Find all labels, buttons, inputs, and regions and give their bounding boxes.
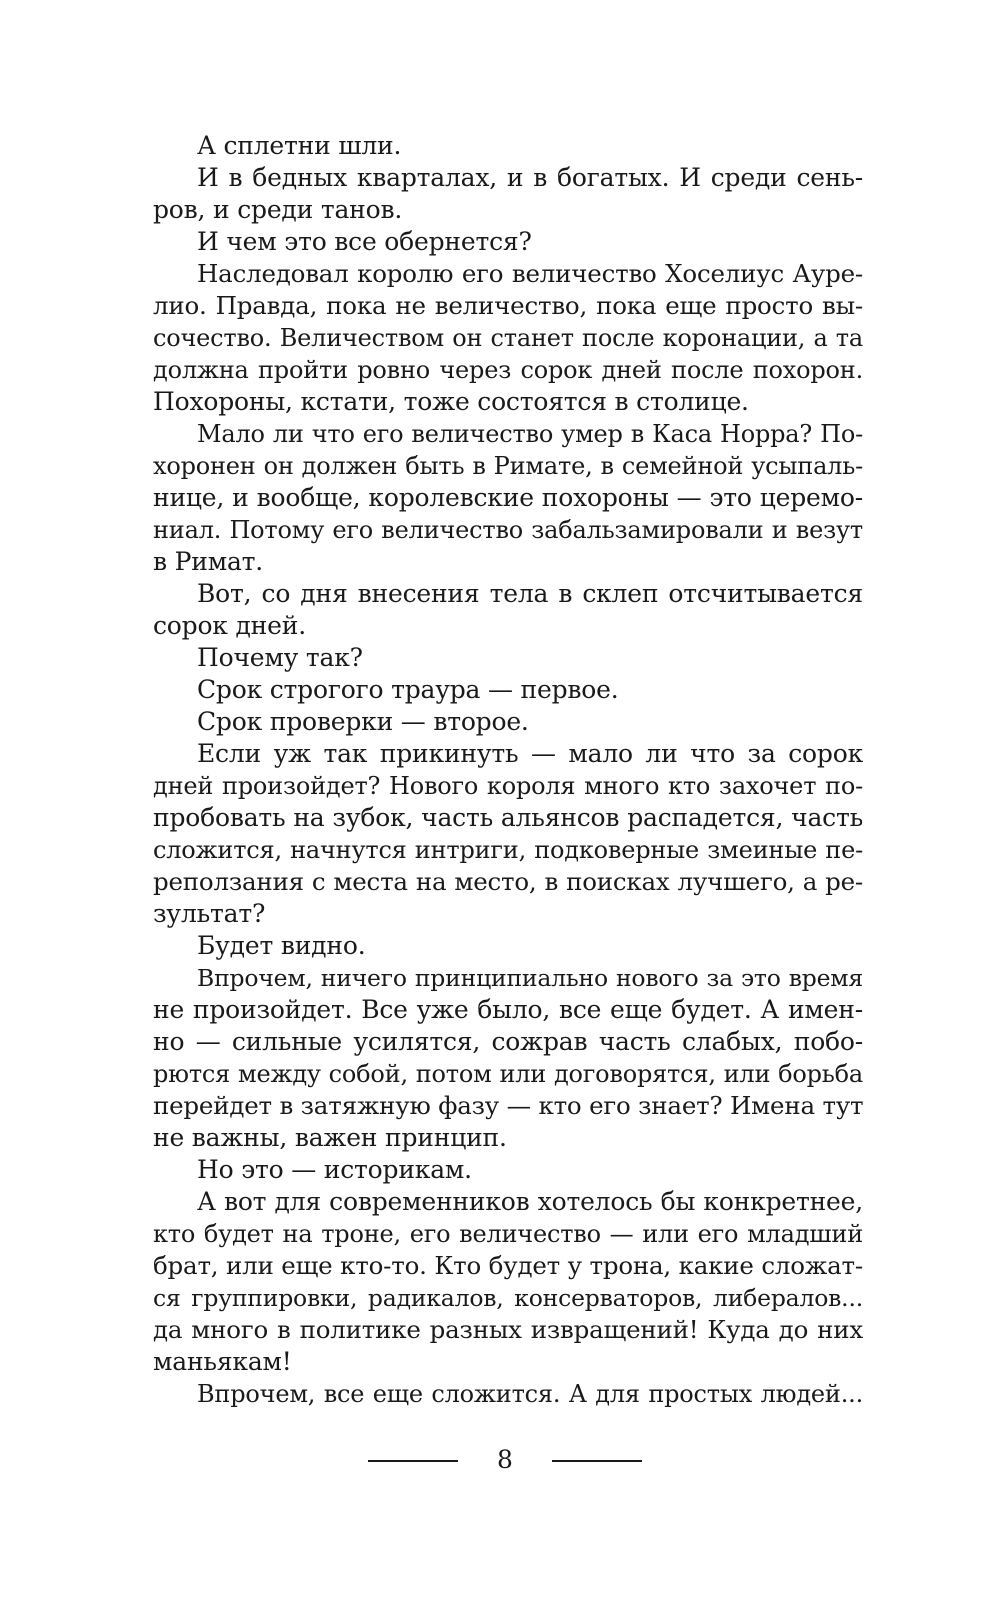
text-line: дней произойдет? Нового короля много кто захочет по- bbox=[153, 772, 863, 800]
text-line: Вот, со дня внесения тела в склеп отсчитывается bbox=[197, 579, 863, 608]
text-line: должна пройти ровно через сорок дней после похорон. bbox=[153, 356, 863, 384]
text-line: пробовать на зубок, часть альянсов распадется, часть bbox=[153, 803, 863, 832]
text-line: сочество. Величеством он станет после коронации, а та bbox=[153, 324, 863, 352]
text-line: ниал. Потому его величество забальзамировали и везут bbox=[153, 516, 863, 544]
text-line: Впрочем, все еще сложится. А для простых людей... bbox=[197, 1380, 863, 1408]
text-line: Срок строгого траура — первое. bbox=[197, 675, 619, 704]
page-footer bbox=[0, 1440, 1000, 1480]
text-line: брат, или еще кто-то. Кто будет у трона, какие сложат- bbox=[153, 1251, 863, 1280]
text-line: но — сильные усилятся, сожрав часть слабых, побо- bbox=[153, 1027, 863, 1056]
text-line: Мало ли что его величество умер в Каса Норра? По- bbox=[197, 420, 863, 448]
text-line: перейдет в затяжную фазу — кто его знает? Имена тут bbox=[153, 1091, 864, 1120]
text-line: сорок дней. bbox=[153, 611, 306, 640]
text-line: ров, и среди танов. bbox=[153, 195, 403, 224]
text-line: сложится, начнутся интриги, подковерные змеиные пе- bbox=[153, 836, 863, 864]
text-line: Будет видно. bbox=[197, 931, 366, 960]
text-line: Если уж так прикинуть — мало ли что за сорок bbox=[197, 739, 863, 768]
text-line: хоронен он должен быть в Римате, в семейной усыпаль- bbox=[153, 452, 863, 480]
text-line: не произойдет. Все уже было, все еще будет. А имен- bbox=[153, 995, 863, 1024]
text-line: нице, и вообще, королевские похороны — это церемо- bbox=[153, 483, 863, 512]
text-line: зультат? bbox=[153, 899, 266, 928]
text-line: реползания с места на место, в поисках лучшего, а ре- bbox=[153, 867, 863, 896]
text-line: лио. Правда, пока не величество, пока еще просто вы- bbox=[153, 291, 863, 320]
text-line: рются между собой, потом или договорятся, или борьба bbox=[153, 1060, 863, 1088]
text-line: в Римат. bbox=[153, 547, 264, 576]
body-text bbox=[153, 130, 863, 1410]
text-line: не важны, важен принцип. bbox=[153, 1123, 507, 1152]
text-line: Почему так? bbox=[197, 643, 363, 672]
footer-rule-left bbox=[368, 1460, 458, 1462]
text-line: Впрочем, ничего принципиально нового за это время bbox=[197, 964, 863, 992]
text-line: кто будет на троне, его величество — или его младший bbox=[153, 1220, 863, 1248]
text-line: ся группировки, радикалов, консерваторов, либералов... bbox=[153, 1284, 863, 1312]
text-line: Похороны, кстати, тоже состоятся в столице. bbox=[153, 387, 749, 416]
text-line: И в бедных кварталах, и в богатых. И среди сень- bbox=[197, 163, 863, 192]
text-line: А вот для современников хотелось бы конкретнее, bbox=[197, 1187, 863, 1216]
text-line: Но это — историкам. bbox=[197, 1155, 472, 1184]
text-line: А сплетни шли. bbox=[197, 131, 402, 160]
page-number: 8 bbox=[497, 1445, 513, 1474]
footer-rule-right bbox=[552, 1460, 642, 1462]
text-line: Срок проверки — второе. bbox=[197, 707, 529, 736]
text-line: маньякам! bbox=[153, 1347, 292, 1376]
text-line: Наследовал королю его величество Хоселиус Ауре- bbox=[197, 259, 863, 288]
text-line: да много в политике разных извращений! Куда до них bbox=[153, 1315, 863, 1344]
text-line: И чем это все обернется? bbox=[197, 227, 532, 256]
